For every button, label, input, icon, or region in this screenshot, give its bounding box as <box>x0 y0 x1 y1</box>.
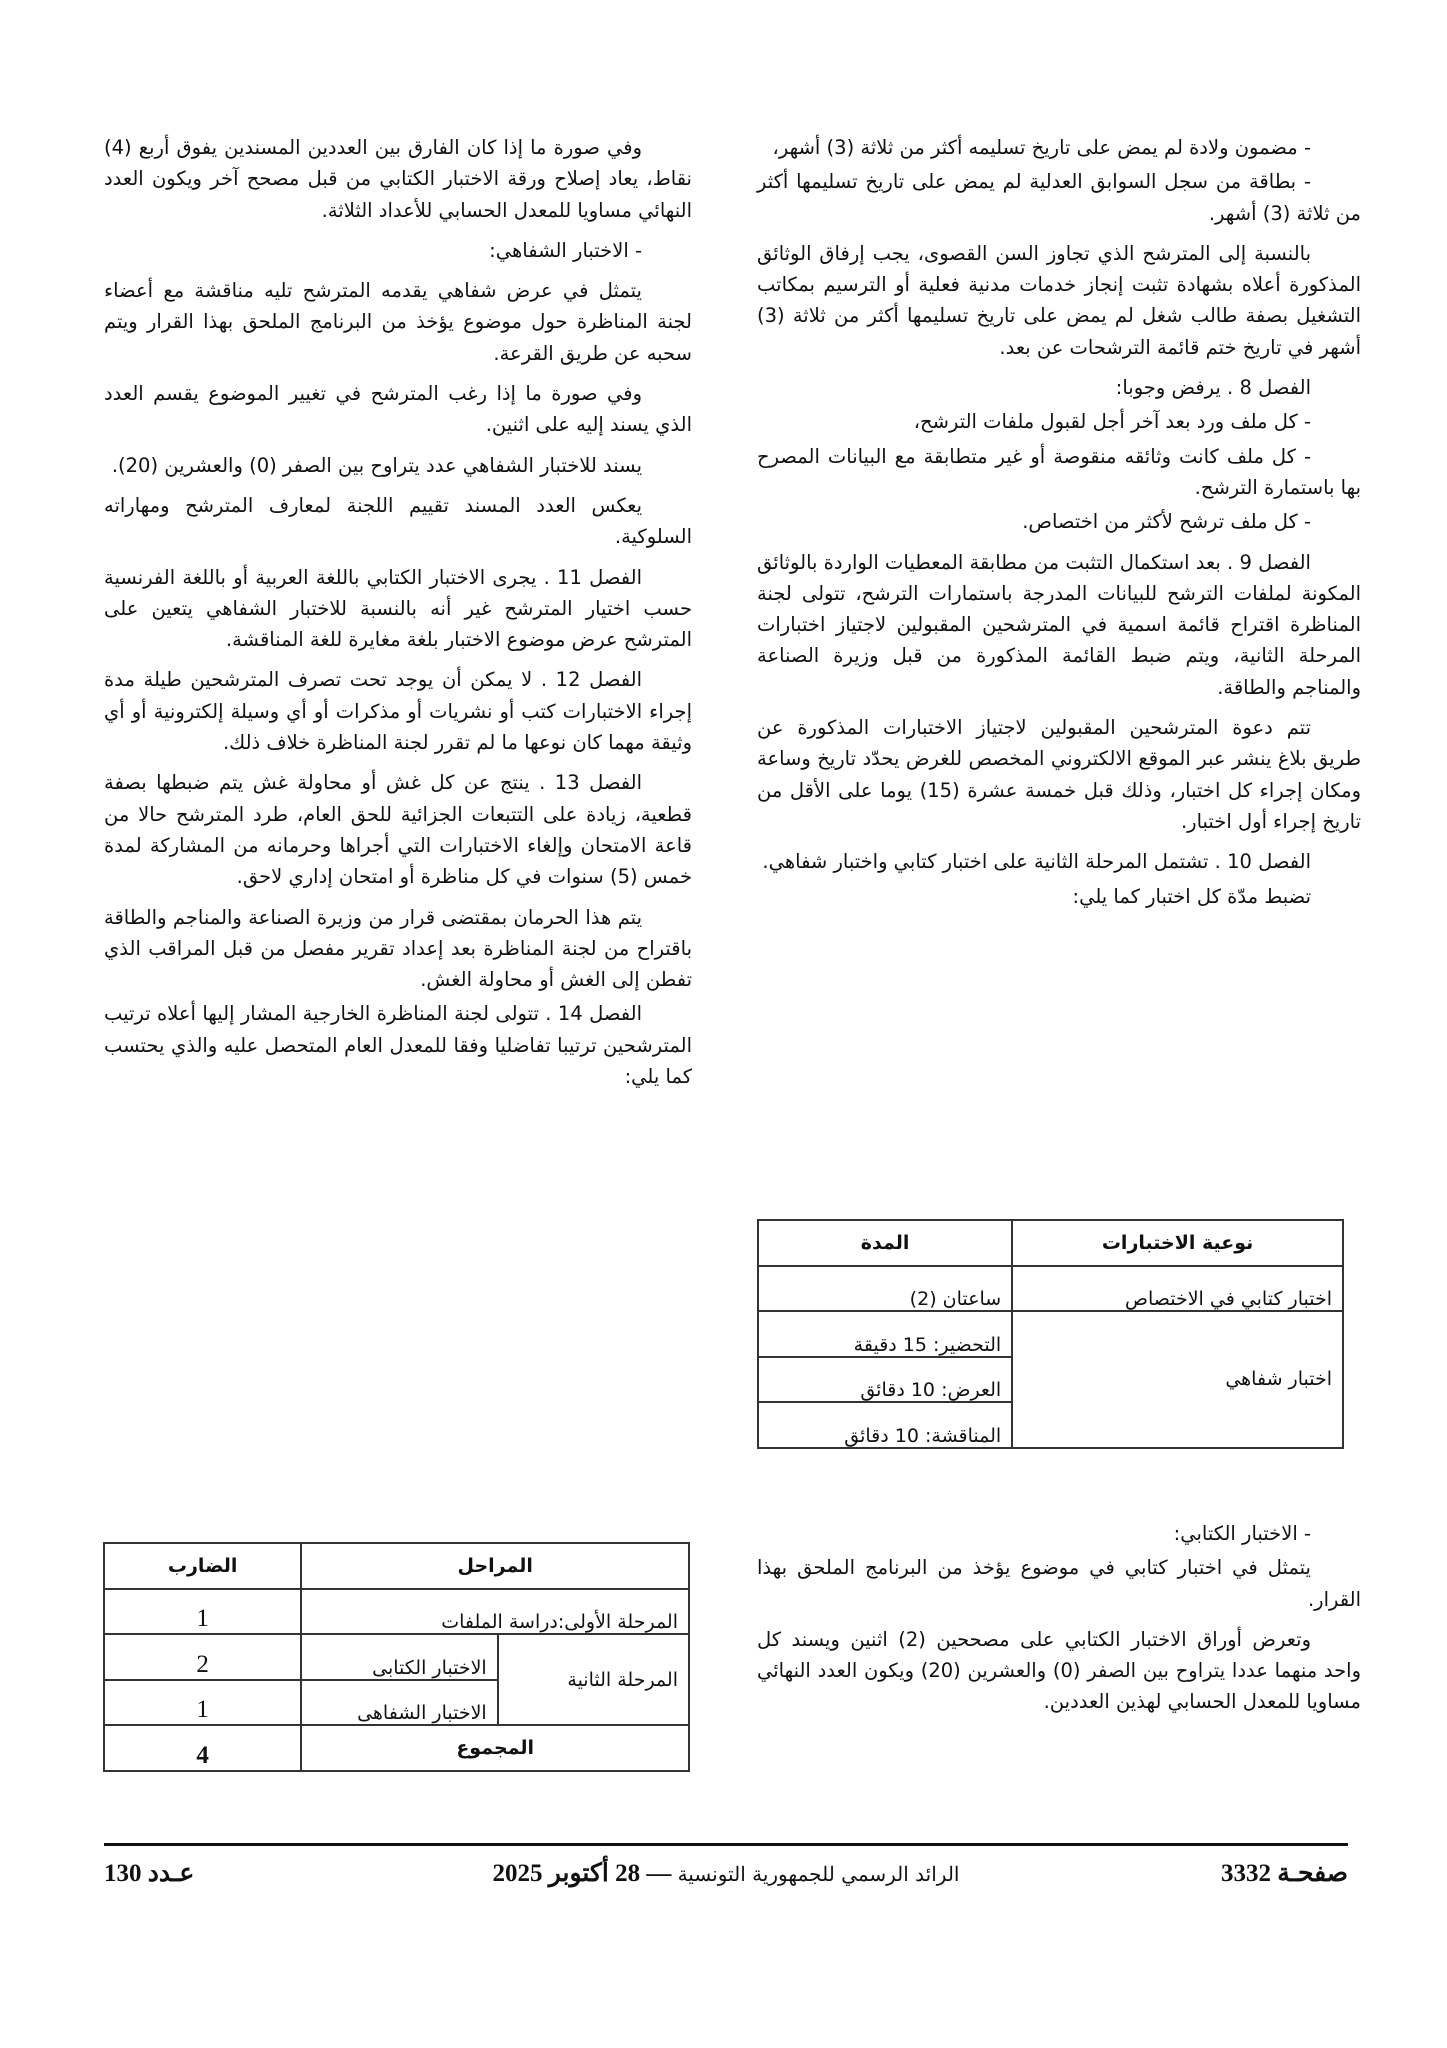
test-oral: اختبار شفاهي <box>1012 1311 1343 1448</box>
paragraph: - كل ملف كانت وثائقه منقوصة أو غير متطابقة مع البيانات المصرح بها باستمارة الترشح. <box>757 444 1361 499</box>
article-12: الفصل 12 . لا يمكن أن يوجد تحت تصرف المترشحين طيلة مدة إجراء الاختبارات كتب أو نشريات أو مذكرات أو أي وسيلة إلكترونية أو أي وثيقة مهما كان نوعها ما لم تقرر لجنة المناظرة خلاف ذلك. <box>104 668 692 755</box>
header-test-type: نوعية الاختبارات <box>1012 1220 1343 1266</box>
left-column <box>104 132 692 1101</box>
header-stages: المراحل <box>301 1543 689 1589</box>
article-10: الفصل 10 . تشتمل المرحلة الثانية على اختبار كتابي واختبار شفاهي. <box>762 850 1311 874</box>
written-test-label: الاختبار الكتابى <box>301 1634 497 1680</box>
oral-test-label: الاختبار الشفاهى <box>301 1680 497 1726</box>
paragraph: تتم دعوة المترشحين المقبولين لاجتياز الاختبارات المذكورة عن طريق بلاغ ينشر عبر الموقع الالكتروني المخصص للغرض يحدّد تاريخ وساعة ومكان إجراء كل اختبار، وذلك قبل خمسة عشرة (15) يوما على الأقل من تاريخ إجراء أول اختبار. <box>757 716 1361 833</box>
paragraph: يتمثل في عرض شفاهي يقدمه المترشح تليه مناقشة مع أعضاء لجنة المناظرة حول موضوع يؤخذ من البرنامج الملحق بهذا القرار ويتم سحبه عن طريق القرعة. <box>104 279 692 365</box>
oral-test-coefficient: 1 <box>104 1680 301 1726</box>
article-8-heading: الفصل 8 . يرفض وجوبا: <box>1115 376 1311 400</box>
page-footer <box>104 1858 1348 1894</box>
publication-date: — 28 أكتوبر 2025 <box>492 1860 672 1887</box>
right-column-continued <box>757 1518 1361 1727</box>
article-14: الفصل 14 . تتولى لجنة المناظرة الخارجية المشار إليها أعلاه ترتيب المترشحين ترتيبا تفاضليا وفقا للمعدل العام المتحصل عليه والذي يحتسب كما يلي: <box>104 1002 692 1089</box>
duration-table <box>757 1219 1344 1449</box>
paragraph: - بطاقة من سجل السوابق العدلية لم يمض على تاريخ تسليمها أكثر من ثلاثة (3) أشهر. <box>757 170 1361 225</box>
total-label: المجموع <box>301 1725 689 1771</box>
table-row <box>104 1634 689 1680</box>
table-total-row <box>104 1725 689 1771</box>
paragraph: يتم هذا الحرمان بمقتضى قرار من وزيرة الصناعة والمناجم والطاقة باقتراح من لجنة المناظرة بعد إعداد تقرير مفصل من قبل المراقب الذي تفطن إلى الغش أو محاولة الغش. <box>104 905 692 992</box>
paragraph: - مضمون ولادة لم يمض على تاريخ تسليمه أكثر من ثلاثة (3) أشهر، <box>772 136 1311 159</box>
paragraph: وفي صورة ما إذا كان الفارق بين العددين المسندين يفوق أربع (4) نقاط، يعاد إصلاح ورقة الاختبار الكتابي من قبل مصحح آخر ويكون العدد النهائي مساويا للمعدل الحسابي للأعداد الثلاثة. <box>104 136 692 222</box>
page-number: صفحـة 3332 <box>1221 1860 1348 1887</box>
right-column <box>757 132 1361 921</box>
issue-number: عـدد 130 <box>104 1860 195 1887</box>
oral-test-heading: - الاختبار الشفاهي: <box>489 238 642 262</box>
publication-title <box>104 1858 1348 1888</box>
duration-oral-preparation: التحضير: 15 دقيقة <box>758 1311 1012 1357</box>
paragraph: يعكس العدد المسند تقييم اللجنة لمعارف المترشح ومهاراته السلوكية. <box>104 493 692 549</box>
table-row <box>758 1311 1343 1357</box>
paragraph: - كل ملف ورد بعد آخر أجل لقبول ملفات الترشح، <box>913 410 1311 434</box>
table-row <box>104 1589 689 1635</box>
paragraph: وفي صورة ما إذا رغب المترشح في تغيير الموضوع يقسم العدد الذي يسند إليه على اثنين. <box>104 382 692 437</box>
paragraph: - كل ملف ترشح لأكثر من اختصاص. <box>1022 510 1311 534</box>
article-13: الفصل 13 . ينتج عن كل غش أو محاولة غش يتم ضبطها بصفة قطعية، زيادة على التتبعات الجزائية للحق العام، طرد المترشح حالا من قاعة الامتحان وإلغاء الاختبارات التي أجراها وحرمانه من المشاركة لمدة خمس (5) سنوات في كل مناظرة أو امتحان إداري لاحق. <box>104 771 692 889</box>
coefficient-table <box>103 1542 690 1772</box>
paragraph: يتمثل في اختبار كتابي في موضوع يؤخذ من البرنامج الملحق بهذا القرار. <box>757 1556 1361 1611</box>
publication-name: الرائد الرسمي للجمهورية التونسية <box>677 1862 960 1886</box>
written-test-coefficient: 2 <box>104 1634 301 1680</box>
table-header-row <box>104 1543 689 1589</box>
table-row <box>758 1266 1343 1312</box>
article-9: الفصل 9 . بعد استكمال التثبت من مطابقة المعطيات الواردة بالوثائق المكونة لملفات الترشح للبيانات المدرجة باستمارات الترشح، تتولى لجنة المناظرة اقتراح قائمة اسمية في المترشحين المقبولين لاجتياز اختبارات المرحلة الثانية، ويتم ضبط القائمة المذكورة من قبل وزيرة الصناعة والمناجم والطاقة. <box>757 550 1361 699</box>
paragraph: تضبط مدّة كل اختبار كما يلي: <box>1072 884 1311 908</box>
test-written: اختبار كتابي في الاختصاص <box>1012 1266 1343 1312</box>
stage-2-label: المرحلة الثانية <box>498 1634 689 1725</box>
total-coefficient: 4 <box>104 1725 301 1771</box>
header-coefficient: الضارب <box>104 1543 301 1589</box>
paragraph: وتعرض أوراق الاختبار الكتابي على مصححين (2) اثنين ويسند كل واحد منهما عددا يتراوح بين الصفر (0) والعشرين (20) ويكون العدد النهائي مساويا للمعدل الحسابي لهذين العددين. <box>757 1627 1362 1714</box>
stage-1-coefficient: 1 <box>104 1589 301 1635</box>
duration-written: ساعتان (2) <box>758 1266 1012 1312</box>
article-11: الفصل 11 . يجرى الاختبار الكتابي باللغة العربية أو باللغة الفرنسية حسب اختيار المترشح غير أنه بالنسبة للاختبار الشفاهي يتعين على المترشح عرض موضوع الاختبار بلغة مغايرة للغة المناقشة. <box>104 565 692 652</box>
paragraph: بالنسبة إلى المترشح الذي تجاوز السن القصوى، يجب إرفاق الوثائق المذكورة أعلاه بشهادة تثبت إنجاز خدمات مدنية فعلية أو الترسيم بمكاتب التشغيل بصفة طالب شغل لم يمض على تاريخ تسليمها أكثر من ثلاثة (3) أشهر في تاريخ ختم قائمة الترشحات عن بعد. <box>757 241 1361 359</box>
header-duration: المدة <box>758 1220 1012 1266</box>
duration-oral-discussion: المناقشة: 10 دقائق <box>758 1402 1012 1448</box>
duration-oral-presentation: العرض: 10 دقائق <box>758 1357 1012 1403</box>
footer-divider <box>104 1843 1348 1846</box>
table-header-row <box>758 1220 1343 1266</box>
paragraph: يسند للاختبار الشفاهي عدد يتراوح بين الصفر (0) والعشرين (20). <box>111 453 642 477</box>
written-test-heading: - الاختبار الكتابي: <box>1173 1522 1311 1545</box>
stage-1-label: المرحلة الأولى:دراسة الملفات <box>301 1589 689 1635</box>
